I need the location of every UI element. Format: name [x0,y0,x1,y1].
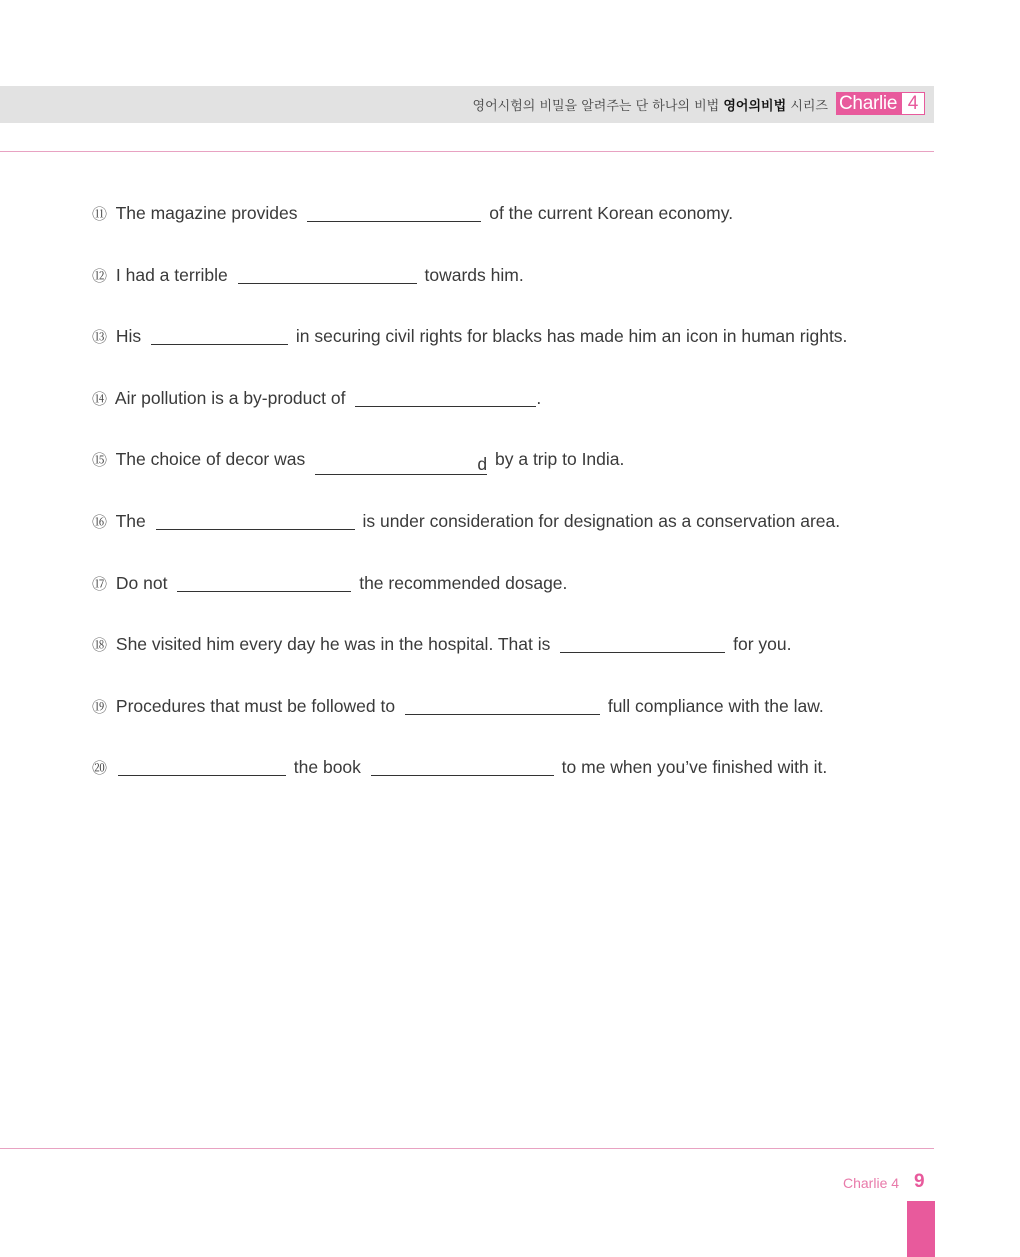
answer-blank[interactable] [177,574,351,592]
question-19 [92,695,922,757]
answer-blank[interactable] [118,758,286,776]
question-list [92,202,922,818]
question-text: His [115,326,142,347]
question-text: by a trip to India. [495,449,625,470]
question-number: ⑯ [92,512,108,531]
answer-blank[interactable] [238,266,417,284]
question-16 [92,510,922,572]
question-17 [92,572,922,634]
question-12 [92,264,922,326]
question-text: She visited him every day he was in the hospital. That is [115,634,551,655]
question-text: Procedures that must be followed to [115,695,396,716]
page-tab-marker [907,1201,935,1257]
series-name: 영어의비법 [723,99,787,114]
brand-logo [836,92,925,115]
question-number: ⑳ [92,759,108,778]
question-text: full compliance with the law. [607,695,824,716]
footer-label: Charlie 4 [843,1175,900,1191]
question-text: of the current Korean economy. [489,203,734,223]
question-text: Do not [115,572,168,593]
blank-suffix: d [477,454,488,475]
question-text: is under consideration for designation as a conservation area. [362,510,841,531]
series-suffix: 시리즈 [790,99,828,114]
question-text: the recommended dosage. [359,572,568,593]
question-20 [92,756,922,818]
question-text: for you. [733,634,792,655]
question-number: ⑪ [92,205,108,223]
question-number: ⑫ [92,266,108,285]
question-number: ⑭ [92,389,108,408]
question-18 [92,633,922,695]
question-15 [92,448,922,510]
question-number: ⑱ [92,636,108,655]
question-text: Air pollution is a by-product of [114,387,346,408]
answer-blank[interactable] [315,455,487,475]
question-text: . [536,387,542,408]
question-text: towards him. [424,264,524,285]
tagline-text: 영어시험의 비밀을 알려주는 단 하나의 비법 [472,99,720,114]
header-tagline [473,95,828,114]
question-text: to me when you’ve finished with it. [561,757,828,778]
answer-blank[interactable] [405,697,600,715]
bottom-divider [0,1148,934,1149]
answer-blank[interactable] [156,512,355,530]
question-11 [92,202,922,264]
question-14 [92,387,922,449]
answer-blank[interactable] [355,389,536,407]
answer-blank[interactable] [151,327,288,345]
answer-blank[interactable] [307,204,481,222]
question-number: ⑲ [92,697,108,716]
question-text: in securing civil rights for blacks has made him an icon in human rights. [295,326,848,347]
top-divider [0,151,934,152]
brand-name: Charlie [836,92,901,115]
brand-number: 4 [901,92,925,115]
question-text: the book [293,757,361,778]
question-number: ⑮ [92,451,108,470]
question-number: ⑰ [92,574,108,593]
answer-blank[interactable] [560,635,725,653]
question-text: The magazine provides [115,203,298,223]
question-text: I had a terrible [115,264,228,285]
answer-blank[interactable] [371,758,554,776]
question-number: ⑬ [92,328,108,347]
question-13 [92,325,922,387]
question-text: The choice of decor was [115,449,306,470]
page-number: 9 [914,1171,925,1192]
question-text: The [115,510,146,531]
